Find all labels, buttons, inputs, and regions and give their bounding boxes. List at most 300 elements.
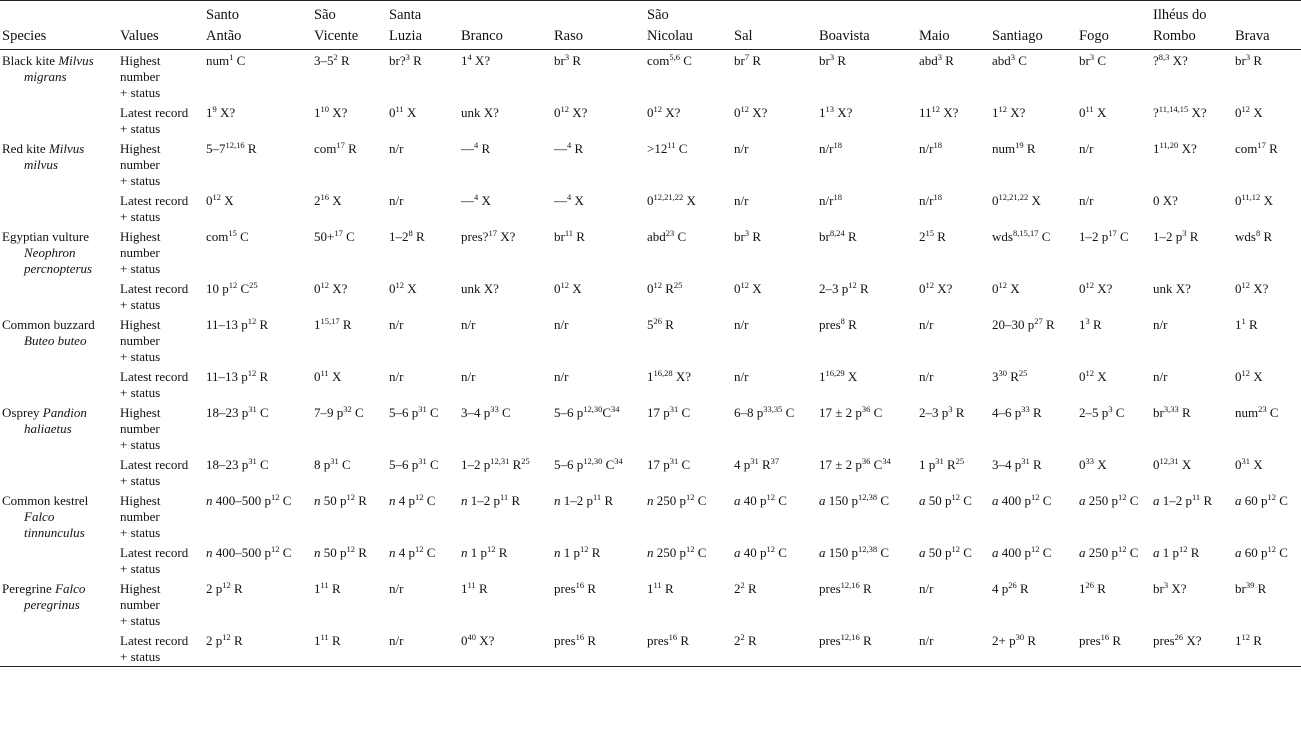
cell-text: R [662,317,674,332]
header-text: Raso [554,28,583,44]
cell-text: 1 [1235,317,1242,332]
cell-text: 4 p [992,581,1009,596]
cell-text: R [588,545,601,560]
footnote-ref: 1 [229,52,234,62]
cell-text: X [1250,457,1263,472]
footnote-ref: 3 [829,52,835,62]
cell-text: R [749,229,762,244]
cell-text: R [844,229,857,244]
cell-text: 0 [1079,369,1086,384]
cell-text: X? [934,281,953,296]
data-cell [387,578,459,630]
data-cell [459,490,552,542]
table-row [0,366,1301,402]
cell-text: n/r [389,193,404,208]
data-cell [817,102,917,138]
data-cell [312,578,387,630]
footnote-ref: 12 [212,192,221,202]
cell-text: 1 [992,105,999,120]
values-label-cell [118,190,204,226]
cell-text: R [1178,405,1191,420]
cell-text: 400 p [998,493,1031,508]
cell-text: 0 [1235,193,1242,208]
cell-text: 0 [1079,281,1086,296]
species-name-line [2,261,116,277]
values-label: + status [120,385,161,400]
values-label: Highest [120,141,161,156]
footnote-ref: 12,30 [583,404,603,414]
footnote-ref: 5,6 [669,52,681,62]
data-cell [387,102,459,138]
footnote-ref: 26 [1008,580,1017,590]
cell-text: 3–4 p [461,405,491,420]
cell-text: abd [992,53,1011,68]
data-cell [1077,278,1151,314]
data-cell [645,226,732,278]
cell-text: 0 [314,369,321,384]
values-label: number [120,509,160,524]
data-cell [312,314,387,366]
values-label: + status [120,209,161,224]
footnote-ref: 18 [833,192,842,202]
footnote-ref: 12,31 [1159,456,1179,466]
column-header-sao-nicolau [645,1,732,50]
footnote-ref: 36 [861,404,871,414]
species-name-line [2,597,116,613]
cell-text: Common kestrel [2,493,89,508]
italic-text: milvus [24,157,58,172]
footnote-ref: 12 [228,280,238,290]
data-cell [552,102,645,138]
italic-text: n [206,545,213,560]
data-cell [732,402,817,454]
cell-text: 1 [1153,141,1160,156]
cell-text: R [834,53,847,68]
cell-text: R [1029,457,1042,472]
data-cell [645,366,732,402]
cell-text: 0 [554,281,561,296]
species-name-line [2,157,116,173]
footnote-ref: 18 [933,192,942,202]
data-cell [1077,138,1151,190]
cell-text: 17 p [647,457,670,472]
cell-text: br [554,229,565,244]
italic-text: Buteo buteo [24,333,87,348]
cell-text: num [206,53,230,68]
cell-text: 0 [992,193,999,208]
footnote-ref: 19 [1015,140,1024,150]
cell-text: C [775,545,787,560]
footnote-ref: 12,21,22 [653,192,684,202]
footnote-ref: 12 [271,492,280,502]
cell-text: n/r [734,317,749,332]
data-cell [1233,630,1301,667]
footnote-ref: 32 [343,404,352,414]
data-cell [552,190,645,226]
data-cell [204,314,312,366]
cell-text: abd [647,229,666,244]
cell-text: R [749,53,762,68]
italic-text: a [734,545,741,560]
species-name-line [2,525,116,541]
data-cell [645,102,732,138]
footnote-ref: 17 [336,140,345,150]
data-cell [312,226,387,278]
footnote-ref: 4 [567,140,572,150]
cell-text: 1 [1079,581,1086,596]
header-text: Brava [1235,28,1270,44]
footnote-ref: 40 [467,632,476,642]
footnote-ref: 16,29 [825,368,845,378]
footnote-ref: 11,14,15 [1158,104,1189,114]
values-label: Latest record [120,457,189,472]
table-row [0,314,1301,366]
cell-text: Peregrine [2,581,56,596]
data-cell [552,366,645,402]
header-text: São [647,7,669,23]
table-row [0,102,1301,138]
values-label: number [120,69,160,84]
cell-text: com [206,229,229,244]
footnote-ref: 12 [1085,280,1094,290]
footnote-ref: 8 [408,228,413,238]
cell-text: R [1260,229,1273,244]
cell-text: 6–8 p [734,405,764,420]
footnote-ref: 12 [395,280,404,290]
data-cell [459,190,552,226]
cell-text: n/r [1079,141,1094,156]
footnote-ref: 12 [686,492,695,502]
italic-text: n [461,545,468,560]
cell-text: R [1109,633,1122,648]
cell-text: X [403,105,417,120]
values-label: number [120,333,160,348]
data-cell [387,630,459,667]
footnote-ref: 12,16 [840,632,860,642]
data-cell [917,50,990,103]
cell-text: R [1089,317,1102,332]
data-cell [1151,542,1233,578]
values-label-cell [118,578,204,630]
italic-text: a [1235,545,1242,560]
cell-text: 2 [919,229,926,244]
cell-text: R [1250,633,1262,648]
data-cell [459,578,552,630]
cell-text: R [1245,317,1258,332]
cell-text: num [992,141,1016,156]
data-cell [817,490,917,542]
cell-text: C [674,229,687,244]
data-cell [1151,490,1233,542]
footnote-ref: 15 [925,228,934,238]
table-row [0,454,1301,490]
data-cell [1233,278,1301,314]
cell-text: X? [1007,105,1026,120]
cell-text: R [1023,141,1036,156]
cell-text: pres [554,633,576,648]
cell-text: br [734,53,745,68]
cell-text: n/r [819,193,834,208]
values-label: Highest [120,317,161,332]
italic-text: a [919,493,926,508]
cell-text: C [423,493,436,508]
species-cell [0,138,118,226]
cell-text: R [256,317,269,332]
cell-text: com [647,53,670,68]
data-cell [817,278,917,314]
cell-text: R [744,633,757,648]
cell-text: R [328,581,341,596]
data-cell [917,366,990,402]
values-label-cell [118,50,204,103]
footnote-ref: 25 [1018,368,1028,378]
cell-text: R [1007,369,1019,384]
cell-text: br [554,53,565,68]
cell-text: C [602,457,615,472]
data-cell [1233,402,1301,454]
header-text: Boavista [819,28,870,44]
cell-text: R [1024,633,1037,648]
data-cell [387,314,459,366]
cell-text: 50 p [320,545,347,560]
data-cell [732,190,817,226]
data-cell [645,578,732,630]
data-cell [732,578,817,630]
data-cell [1151,102,1233,138]
cell-text: R [328,633,341,648]
cell-text: 1 [819,369,826,384]
footnote-ref: 1 [1241,316,1246,326]
cell-text: 1 [314,317,321,332]
footnote-ref: 12 [560,104,569,114]
italic-text: percnopterus [24,261,93,276]
cell-text: C [1039,493,1052,508]
cell-text: pres [647,633,669,648]
data-cell [1151,190,1233,226]
footnote-ref: 12 [951,544,960,554]
species-name-line [2,405,116,421]
cell-text: 5 [647,317,654,332]
values-label: + status [120,561,161,576]
cell-text: C [426,405,439,420]
data-cell [817,366,917,402]
cell-text: X? [1169,53,1188,68]
footnote-ref: 25 [521,456,530,466]
data-cell [387,454,459,490]
cell-text: n/r [919,369,934,384]
cell-text: X? [329,281,348,296]
cell-text: 40 p [740,545,767,560]
table-row [0,278,1301,314]
cell-text: 1 [1079,317,1086,332]
cell-text: — [461,193,474,208]
data-cell [387,542,459,578]
footnote-ref: 12 [1241,632,1250,642]
cell-text: C [1126,493,1139,508]
footnote-ref: 12 [487,544,496,554]
cell-text: X [404,281,417,296]
cell-text: C [877,493,890,508]
cell-text: X [221,193,234,208]
data-cell [1151,630,1233,667]
cell-text: C [236,229,249,244]
data-cell [312,366,387,402]
column-header-maio [917,1,990,50]
footnote-ref: 31 [418,456,427,466]
italic-text: n [461,493,468,508]
column-header-sao-vicente [312,1,387,50]
cell-text: R [584,633,597,648]
footnote-ref: 12 [415,544,424,554]
data-cell [204,138,312,190]
data-cell [990,190,1077,226]
cell-text: C [233,53,246,68]
data-cell [990,402,1077,454]
data-cell [732,314,817,366]
cell-text: wds [992,229,1013,244]
cell-text: X? [1183,633,1202,648]
data-cell [817,190,917,226]
values-label: + status [120,173,161,188]
data-cell [459,402,552,454]
italic-text: a [1235,493,1242,508]
cell-text: C [1266,405,1279,420]
cell-text: R [859,581,872,596]
data-cell [459,138,552,190]
data-cell [990,630,1077,667]
data-cell [204,278,312,314]
data-cell [459,314,552,366]
cell-text: R [495,545,508,560]
cell-text: >12 [647,141,668,156]
footnote-ref: 36 [861,456,871,466]
footnote-ref: 33 [1021,404,1030,414]
data-cell [552,50,645,103]
column-header-boavista [817,1,917,50]
cell-text: 400–500 p [212,545,271,560]
cell-text: br [819,53,830,68]
cell-text: n/r [389,369,404,384]
cell-text: ? [1153,53,1159,68]
data-cell [1151,366,1233,402]
data-cell [817,314,917,366]
data-cell [732,366,817,402]
footnote-ref: 17 [334,228,343,238]
data-cell [387,226,459,278]
cell-text: R [409,53,422,68]
cell-text: X? [1250,281,1269,296]
cell-text: 1 [314,105,321,120]
species-name-line [2,245,116,261]
italic-text: n [554,493,561,508]
data-cell [312,50,387,103]
cell-text: R [230,581,243,596]
data-cell [387,278,459,314]
data-cell [204,50,312,103]
cell-text: X [478,193,491,208]
footnote-ref: 11 [667,140,676,150]
cell-text: 17 ± 2 p [819,405,862,420]
data-cell [204,102,312,138]
footnote-ref: 3 [1108,404,1113,414]
data-cell [1077,578,1151,630]
cell-text: C [678,405,691,420]
footnote-ref: 12 [1241,280,1250,290]
header-text: Values [120,28,159,44]
cell-text: X [569,281,582,296]
table-row [0,490,1301,542]
values-label: + status [120,85,161,100]
data-cell [459,454,552,490]
data-cell [732,226,817,278]
values-label: Latest record [120,369,189,384]
data-cell [204,366,312,402]
cell-text: Egyptian vulture [2,229,90,244]
data-cell [990,138,1077,190]
cell-text: 400 p [998,545,1031,560]
footnote-ref: 34 [614,456,623,466]
cell-text: 1 [314,633,321,648]
cell-text: C [237,281,250,296]
species-name-line [2,509,116,525]
footnote-ref: 13 [825,104,834,114]
cell-text: n/r [461,317,476,332]
footnote-ref: 11,20 [1159,140,1179,150]
italic-text: a [919,545,926,560]
header-text: Rombo [1153,28,1196,44]
cell-text: 250 p [653,493,686,508]
footnote-ref: 25 [249,280,258,290]
footnote-ref: 31 [418,404,427,414]
cell-text: R [244,141,257,156]
cell-text: Red kite [2,141,49,156]
italic-text: n [314,545,321,560]
header-text: São [314,7,336,23]
data-cell [552,278,645,314]
cell-text: X? [471,53,491,68]
cell-text: X? [496,229,516,244]
species-cell [0,226,118,314]
cell-text: 1 [1235,633,1242,648]
values-label: Latest record [120,281,189,296]
cell-text: R [661,581,674,596]
footnote-ref: 8 [840,316,845,326]
cell-text: X? [329,105,348,120]
data-cell [732,50,817,103]
data-cell [990,490,1077,542]
header-text: Luzia [389,28,423,44]
cell-text: X [1093,105,1107,120]
footnote-ref: 26 [1085,580,1094,590]
cell-text: R [475,581,488,596]
footnote-ref: 12 [415,492,424,502]
cell-text: 1 p [467,545,487,560]
footnote-ref: 11 [320,632,329,642]
table-row [0,578,1301,630]
footnote-ref: 3,33 [1163,404,1179,414]
cell-text: X [1178,457,1192,472]
footnote-ref: 17 [1257,140,1266,150]
data-cell [312,454,387,490]
footnote-ref: 12 [560,280,569,290]
cell-text: R [230,633,243,648]
data-cell [552,630,645,667]
footnote-ref: 12,16 [840,580,860,590]
cell-text: 60 p [1241,545,1268,560]
cell-text: 0 [1079,105,1086,120]
footnote-ref: 15,17 [320,316,340,326]
values-label: Highest [120,493,161,508]
